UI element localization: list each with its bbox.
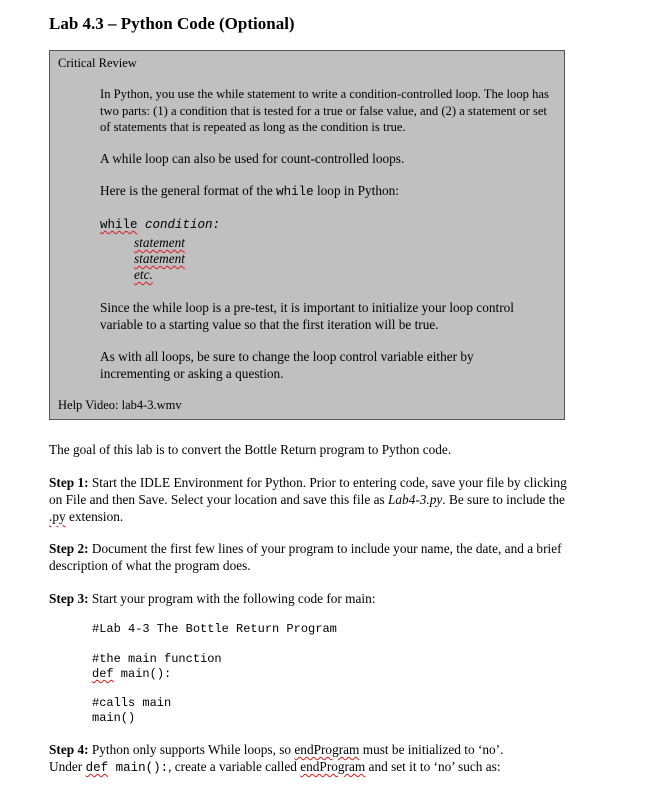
review-paragraph-5: As with all loops, be sure to change the loop control variable either by incrementing or asking a question. [100,349,474,381]
step-1-extension: .py [49,509,66,524]
step-4-text-e: and set it to ‘no’ such as: [365,759,501,774]
step-4 [49,741,569,777]
review-paragraph-3 [100,183,555,201]
step-3-text: Start your program with the following code for main: [88,591,376,606]
code-call-main: main() [92,711,136,725]
code-def-main [92,667,171,682]
review-p3-before: Here is the general format of the [100,183,277,198]
code-comment-title: #Lab 4-3 The Bottle Return Program [92,622,337,636]
step-1 [49,474,569,525]
critical-review-heading: Critical Review [58,56,137,70]
syntax-statement-2: statement [134,251,185,266]
syntax-etc: etc. [134,267,153,282]
step-2-label: Step 2: [49,541,89,556]
lab-title: Lab 4.3 – Python Code (Optional) [49,14,295,33]
step-2 [49,540,569,574]
step-2-text: Document the first few lines of your program to include your name, the date, and a brief description of what the program does. [49,541,562,573]
review-paragraph-4: Since the while loop is a pre-test, it is important to initialize your loop control variable to a starting value so that the first iteration will be true. [100,300,514,332]
step-1-filename: Lab4-3.py [388,492,443,507]
step-4-code-def: def [85,761,109,775]
step-4-text-c: Under [49,759,86,774]
review-paragraph-2: A while loop can also be used for count-controlled loops. [100,151,405,166]
step-3-label: Step 3: [49,591,89,606]
step-4-text-b: must be initialized to ‘no’. [359,742,504,757]
step-4-label: Step 4: [49,742,89,757]
syntax-statement-1: statement [134,235,185,250]
step-4-var-2: endProgram [300,759,366,774]
step-1-text-a: Start the IDLE Environment for Python. Prior to entering code, save your file by clicking on File and then Save. Select your location and save this file as [49,475,567,507]
syntax-condition: condition: [137,218,221,232]
syntax-while-keyword: while [100,218,138,232]
review-p3-after: loop in Python: [313,183,399,198]
code-def-keyword: def [92,667,114,681]
step-1-label: Step 1: [49,475,89,490]
while-syntax [100,216,220,234]
review-paragraph-1: In Python, you use the while statement to write a condition-controlled loop. The loop has two parts: (1) a condition that is tested for a true or false value, and (2) a statement or set of statements that is repeated as long as the condition is true. [100,87,549,134]
step-1-text-c: extension. [65,509,124,524]
code-comment-calls: #calls main [92,696,172,710]
step-3 [49,590,569,607]
code-def-rest: main(): [113,667,172,681]
step-4-text-d: , create a variable called [168,759,301,774]
step-1-text-b: . Be sure to include the [442,492,565,507]
syntax-body [134,235,185,283]
step-4-code-rest: main(): [108,761,169,775]
while-keyword-inline: while [276,185,314,199]
critical-review-box [49,50,565,420]
step-4-text-a: Python only supports While loops, so [88,742,295,757]
goal-paragraph: The goal of this lab is to convert the Bottle Return program to Python code. [49,442,452,457]
step-4-var-1: endProgram [294,742,360,757]
help-video-label: Help Video: lab4-3.wmv [58,398,182,412]
code-comment-main: #the main function [92,652,222,666]
